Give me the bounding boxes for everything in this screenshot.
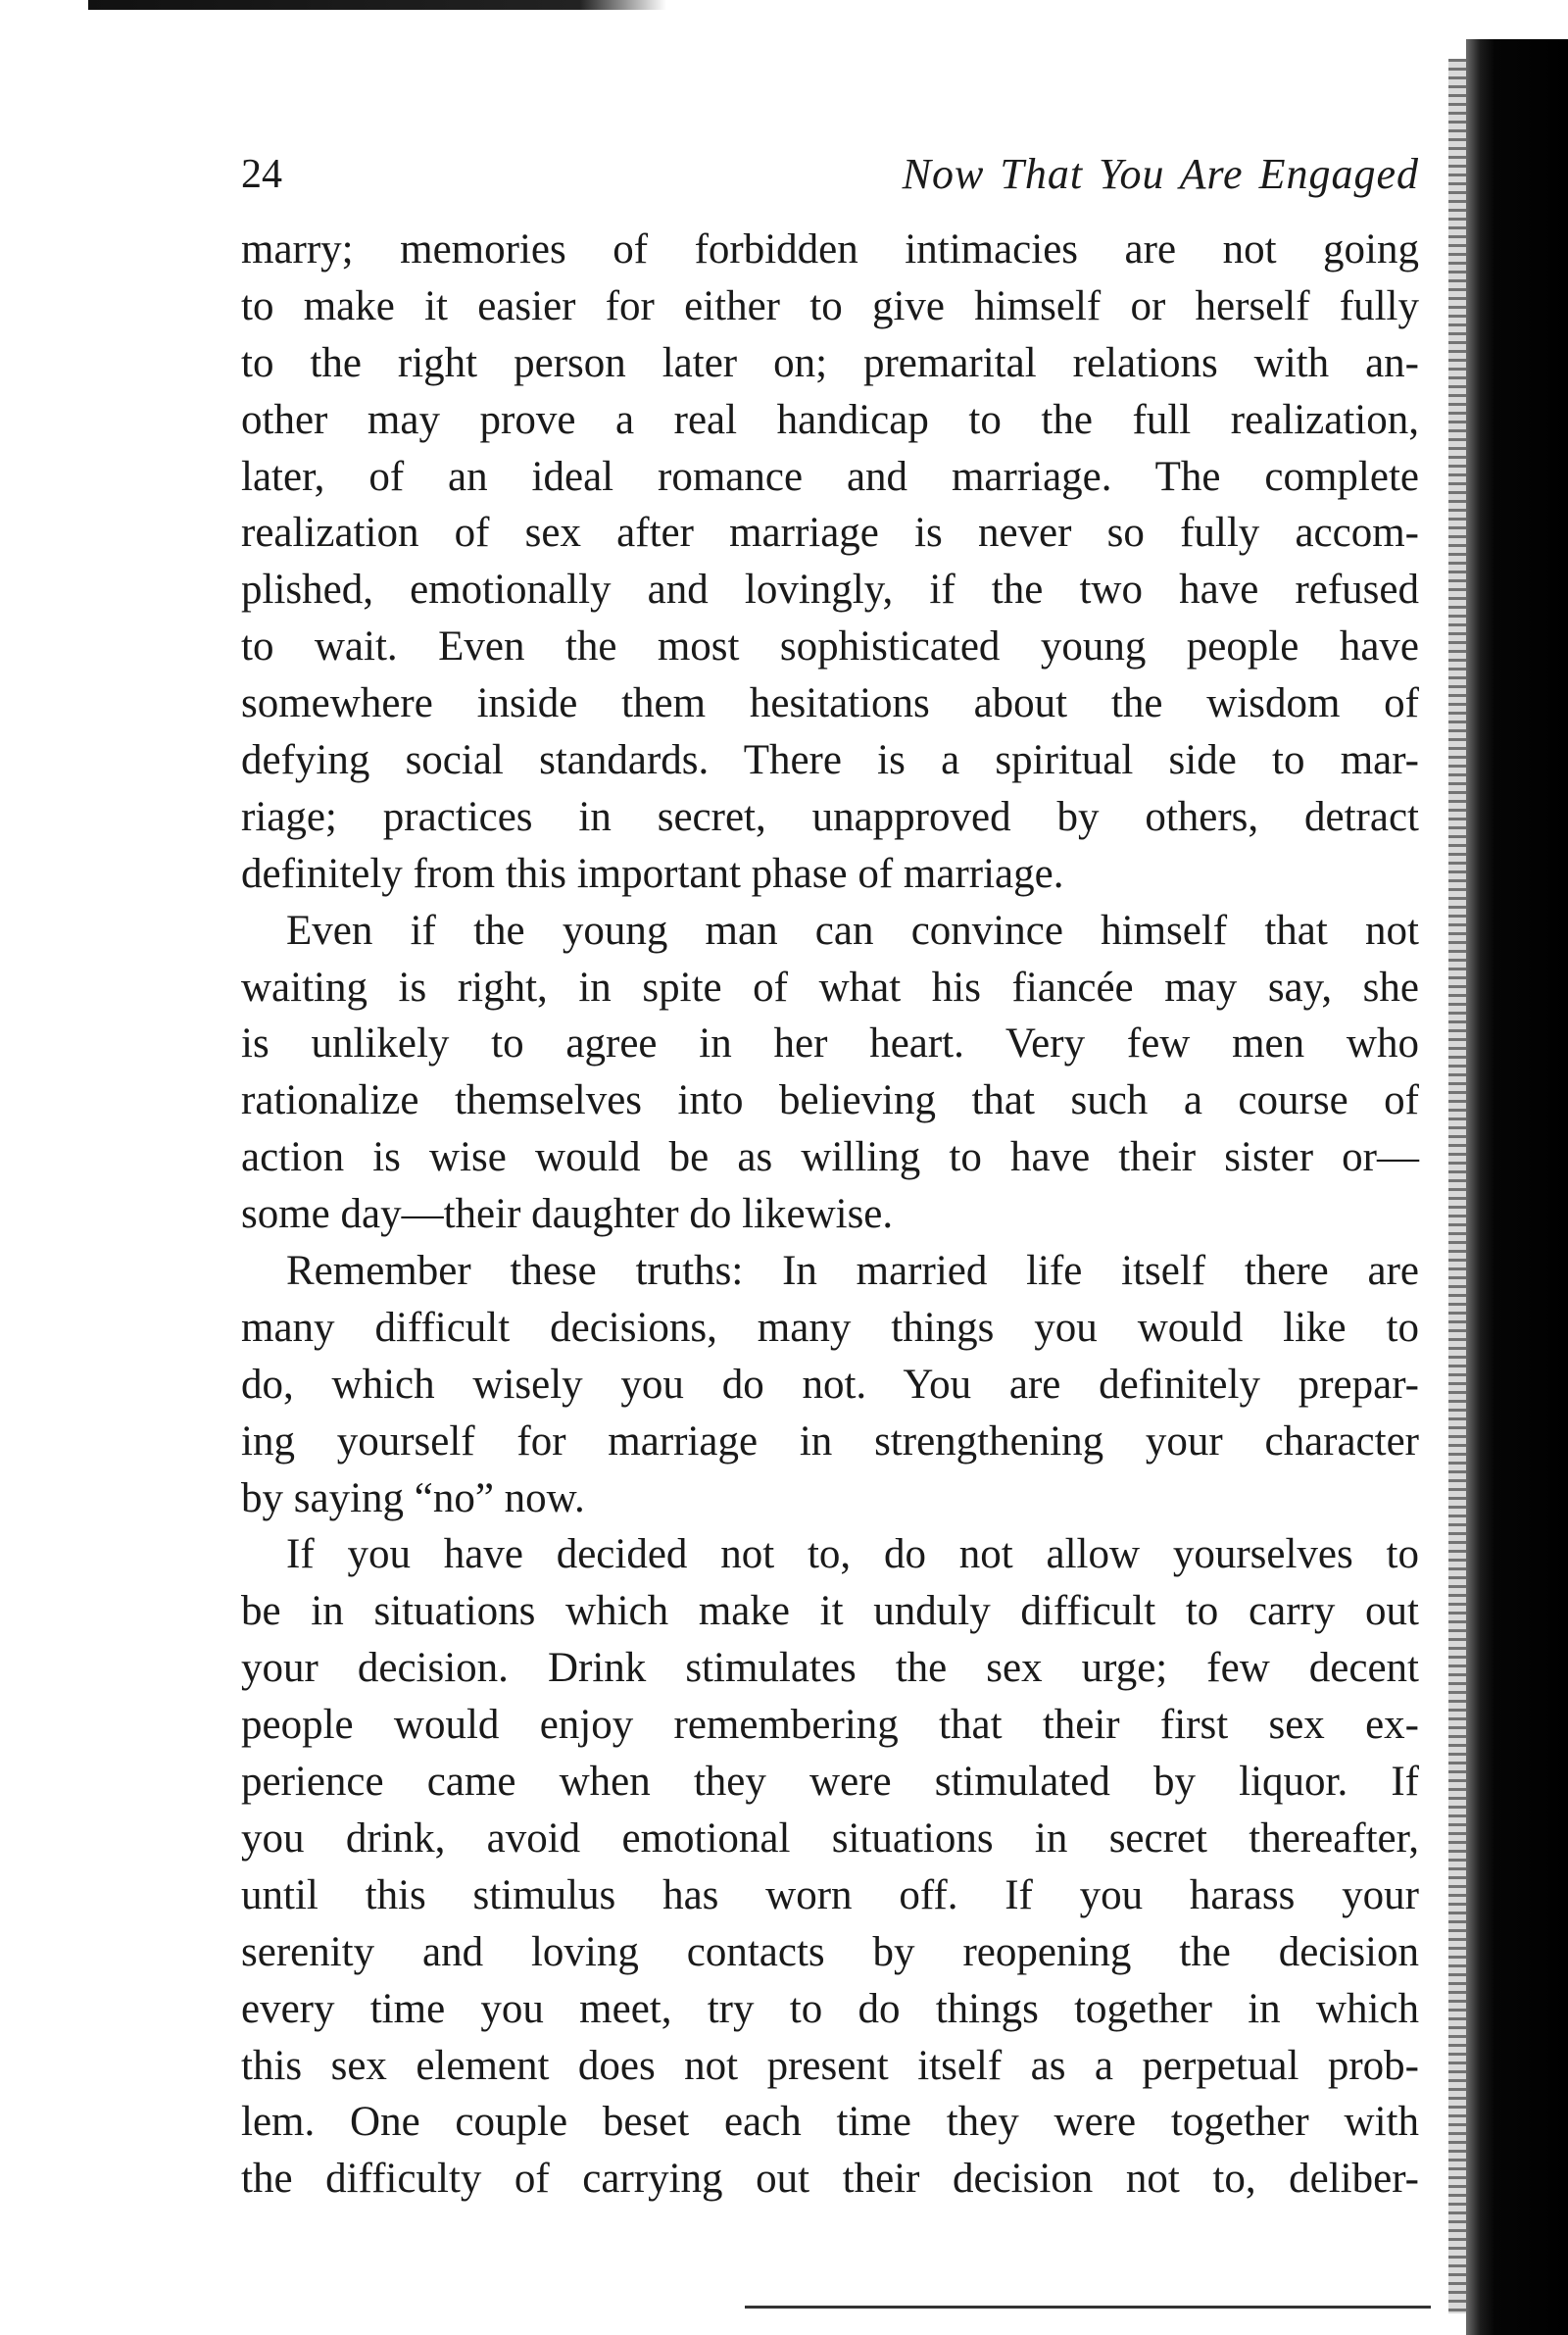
text-line: to the right person later on; premarital relations with an- [241, 339, 1419, 386]
scan-bottom-rule [745, 2306, 1431, 2309]
text-line: riage; practices in secret, unapproved by others, detract [241, 793, 1419, 840]
text-line: be in situations which make it unduly difficult to carry out [241, 1588, 1419, 1635]
text-line: action is wise would be as willing to have their sister or— [241, 1134, 1419, 1181]
text-line: ing yourself for marriage in strengthening your character [241, 1417, 1419, 1465]
page-header [241, 145, 1419, 204]
text-line: somewhere inside them hesitations about the wisdom of [241, 680, 1419, 727]
text-line: rationalize themselves into believing that such a course of [241, 1077, 1419, 1124]
text-line: Remember these truths: In married life itself there are [286, 1248, 1419, 1295]
text-line: realization of sex after marriage is never so fully accom- [241, 510, 1419, 557]
text-line: some day—their daughter do likewise. [241, 1191, 894, 1238]
text-line: your decision. Drink stimulates the sex urge; few decent [241, 1645, 1419, 1692]
text-line: do, which wisely you do not. You are definitely prepar- [241, 1361, 1419, 1408]
text-line: many difficult decisions, many things you would like to [241, 1304, 1419, 1351]
scan-top-border [88, 0, 666, 10]
text-line: lem. One couple beset each time they were together with [241, 2099, 1419, 2146]
text-line: this sex element does not present itself as a perpetual prob- [241, 2042, 1419, 2089]
scan-page-edge-shadow [1466, 39, 1568, 2335]
page-number: 24 [241, 152, 282, 197]
text-line: you drink, avoid emotional situations in secret thereafter, [241, 1814, 1419, 1862]
text-line: definitely from this important phase of marriage. [241, 850, 1064, 897]
text-line: people would enjoy remembering that their first sex ex- [241, 1702, 1419, 1749]
text-line: defying social standards. There is a spiritual side to mar- [241, 737, 1419, 784]
text-line: to wait. Even the most sophisticated young people have [241, 623, 1419, 671]
text-line: until this stimulus has worn off. If you harass your [241, 1871, 1419, 1918]
text-line: If you have decided not to, do not allow yourselves to [286, 1531, 1419, 1578]
running-title: Now That You Are Engaged [902, 150, 1419, 198]
text-line: later, of an ideal romance and marriage. The complete [241, 453, 1419, 500]
text-line: by saying “no” now. [241, 1474, 585, 1521]
body-text [241, 222, 1419, 2208]
text-line: marry; memories of forbidden intimacies are not going [241, 226, 1419, 273]
text-line: Even if the young man can convince himself that not [286, 907, 1419, 954]
text-line: to make it easier for either to give himself or herself fully [241, 282, 1419, 329]
text-line: perience came when they were stimulated by liquor. If [241, 1759, 1419, 1806]
text-line: serenity and loving contacts by reopening the decision [241, 1928, 1419, 1975]
text-line: other may prove a real handicap to the full realization, [241, 396, 1419, 443]
text-line: plished, emotionally and lovingly, if the two have refused [241, 567, 1419, 614]
text-line: waiting is right, in spite of what his fiancée may say, she [241, 964, 1419, 1011]
text-line: is unlikely to agree in her heart. Very few men who [241, 1020, 1419, 1068]
text-line: the difficulty of carrying out their decision not to, deliber- [241, 2156, 1419, 2203]
text-line: every time you meet, try to do things together in which [241, 1985, 1419, 2032]
